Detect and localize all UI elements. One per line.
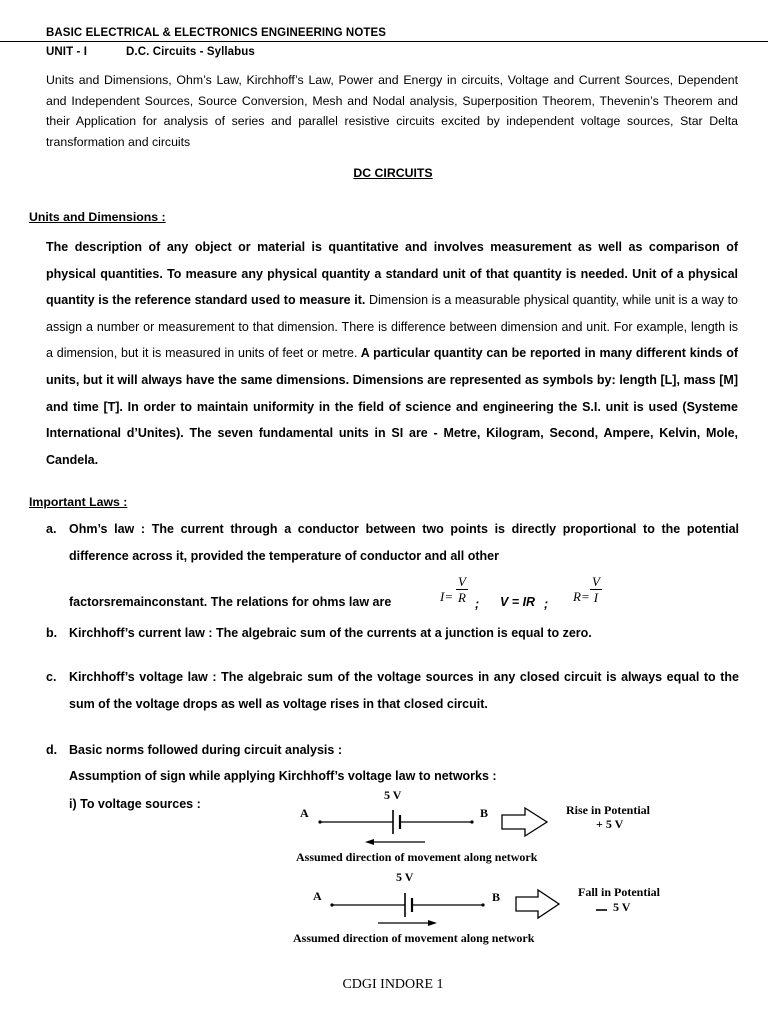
norms-text: Basic norms followed during circuit analysis : <box>69 743 342 757</box>
d2-result-arrow-icon <box>516 890 559 918</box>
item-d-label: d. <box>46 743 58 757</box>
unit-title: D.C. Circuits - Syllabus <box>126 46 255 58</box>
eq-separator-2: ; <box>544 597 549 611</box>
d1-direction-arrowhead <box>365 839 374 845</box>
dc-circuits-title: DC CIRCUITS <box>353 166 433 180</box>
d1-voltage-label: 5 V <box>384 788 402 802</box>
ohms-law-text: Ohm’s law : The current through a conductor between two points is directly proportional to the potential difference across it, provided the temperature of conductor and all other <box>69 522 739 563</box>
diagram-rise <box>296 788 651 864</box>
d2-node-a: A <box>313 889 322 903</box>
d1-result-line1: Rise in Potential <box>566 803 650 817</box>
eq1-numerator: V <box>458 574 466 589</box>
eq1-denominator: R <box>458 590 466 605</box>
item-c-label: c. <box>46 670 57 684</box>
units-heading: Units and Dimensions : <box>29 210 166 224</box>
units-part2: Dimension is a measurable physical quantity, while unit is a way to assign a number or measurement to that dimension. There is difference between dimension and unit. For example, length is a dimension, but it is measured in units of feet or metre. <box>46 293 738 361</box>
laws-heading: Important Laws : <box>29 495 128 509</box>
units-part3: A particular quantity can be reported in many different kinds of units, but it will always have the same dimensions. Dimensions are represented as symbols by: length [L], mass [M] and time [T]. In order to maintain uniformity in the field of science and engineering the S.I. unit is used (Systeme International d’Unites). The seven fundamental units in SI are - Metre, Kilogram, Second, Ampere, Kelvin, Mole, Candela. <box>46 346 738 467</box>
d1-caption: Assumed direction of movement along network <box>296 850 538 864</box>
document-title: BASIC ELECTRICAL & ELECTRONICS ENGINEERING NOTES <box>46 27 387 39</box>
item-b-label: b. <box>46 626 58 640</box>
units-part1: The description of any object or material is quantitative and involves measurement as well as comparison of physical quantities. To measure any physical quantity a standard unit of that quantity is needed. Unit of a physical quantity is the reference standard used to measure it. <box>46 240 738 308</box>
kcl-text: Kirchhoff’s current law : The algebraic sum of the currents at a junction is equal to zero. <box>69 626 592 640</box>
eq2: V = IR <box>500 595 536 609</box>
d1-result-arrow-icon <box>502 808 547 836</box>
d2-voltage-label: 5 V <box>396 870 414 884</box>
unit-label: UNIT - I <box>46 46 88 58</box>
d2-result-line2: 5 V <box>613 900 631 914</box>
eq1-lhs: I= <box>440 589 454 604</box>
d1-node-b: B <box>480 806 489 820</box>
d1-result-line2: + 5 V <box>596 817 624 831</box>
d2-direction-arrowhead <box>428 920 437 926</box>
eq3-numerator: V <box>592 574 600 589</box>
eq3-denominator: I <box>593 590 599 605</box>
page-footer: CDGI INDORE 1 <box>342 977 444 992</box>
ohms-law-text-2: factorsremainconstant. The relations for ohms law are <box>69 595 392 609</box>
d2-node-b: B <box>492 890 501 904</box>
diagram-fall <box>293 870 661 945</box>
d2-caption: Assumed direction of movement along network <box>293 931 535 945</box>
norms-sub: Assumption of sign while applying Kirchhoff’s voltage law to networks : <box>69 769 497 783</box>
eq-separator-1: ; <box>475 597 480 611</box>
eq3-lhs: R= <box>573 589 590 604</box>
d2-result-line1: Fall in Potential <box>578 885 660 899</box>
kvl-text: Kirchhoff’s voltage law : The algebraic sum of the voltage sources in any closed circuit is always equal to the sum of the voltage drops as well as voltage rises in that closed circuit. <box>69 670 739 711</box>
item-a-label: a. <box>46 522 57 536</box>
syllabus-text: Units and Dimensions, Ohm’s Law, Kirchhoff’s Law, Power and Energy in circuits, Voltage and Current Sources, Dependent and Independent Sources, Source Conversion, Mesh and Nodal analysis, Superposition Theorem, Thevenin’s Theorem and their Application for analysis of series and parallel resistive circuits excited by independent voltage sources, Star Delta transformation and circuits <box>46 73 738 149</box>
voltage-sources-label: i) To voltage sources : <box>69 797 201 811</box>
d1-node-a: A <box>300 806 309 820</box>
